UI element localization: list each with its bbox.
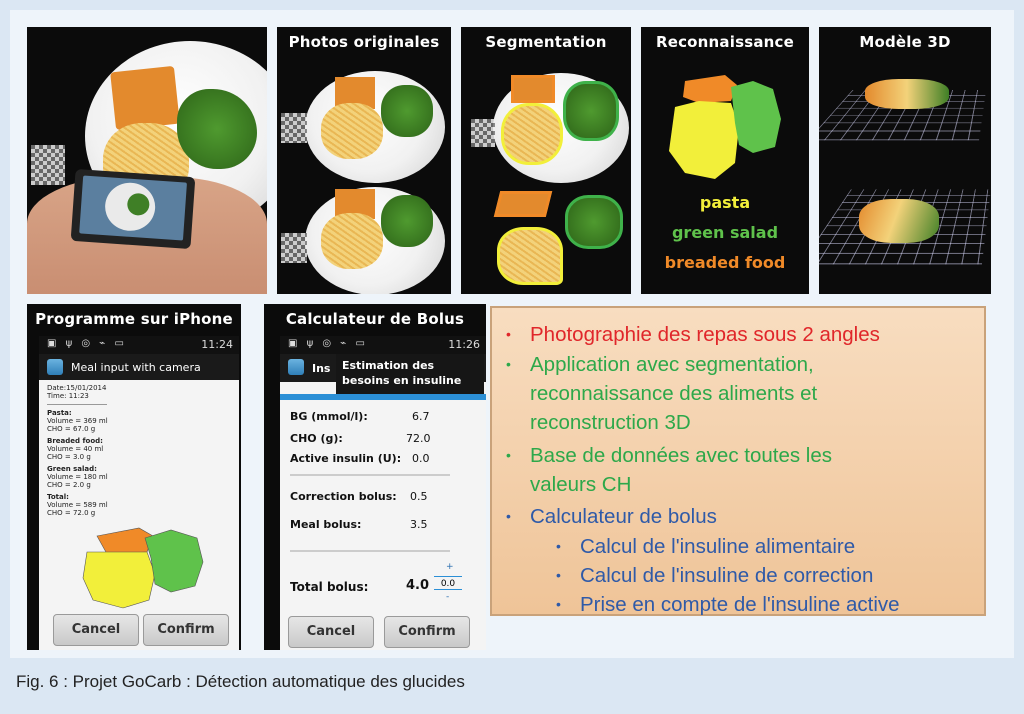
- panel-segmentation: [461, 27, 631, 294]
- phone1-screen: [39, 336, 239, 650]
- insulin-estimate-overlay: [336, 354, 484, 394]
- phone1-appbar: [39, 354, 239, 380]
- region-breaded: [683, 75, 737, 103]
- subbullet-correction-insulin: • Calcul de l'insuline de correction: [556, 564, 874, 587]
- label-salad: green salad: [671, 223, 779, 242]
- panel-title-recognition: Reconnaissance: [655, 33, 795, 51]
- phone-region-pasta: [83, 552, 155, 608]
- panel-iphone-program: [27, 304, 241, 650]
- panel-title-segmentation: Segmentation: [485, 33, 607, 51]
- phone-region-breaded: [97, 528, 153, 554]
- bg-label: BG (mmol/l):: [290, 410, 368, 423]
- phone1-cancel-button[interactable]: Cancel: [53, 614, 139, 646]
- active-insulin-value: 0.0: [412, 452, 430, 465]
- status-icons: ▣ ψ ◎ ⌁ ▭: [47, 338, 127, 349]
- app-icon-2: [288, 359, 304, 375]
- meal-bolus-label: Meal bolus:: [290, 518, 362, 531]
- label-pasta: pasta: [699, 193, 751, 212]
- panel-title-photos: Photos originales: [288, 33, 440, 51]
- seg-pasta-cut: [497, 227, 563, 285]
- subbullet-meal-insulin: • Calcul de l'insuline alimentaire: [556, 535, 856, 558]
- bullet-application-line2: reconnaissance des aliments et: [530, 382, 818, 405]
- phone2-confirm-button[interactable]: Confirm: [384, 616, 470, 648]
- seg-breaded: [511, 75, 555, 103]
- cho-value: 72.0: [406, 432, 431, 445]
- salad-bottom: [381, 195, 433, 247]
- panel-recognition: [641, 27, 809, 294]
- panel-title-iphone: Programme sur iPhone: [35, 310, 233, 328]
- phone2-statusbar: [280, 336, 486, 354]
- phone1-title: Meal input with camera: [71, 361, 201, 374]
- seg-breaded-cut: [494, 191, 552, 217]
- total-bolus-value: 4.0: [406, 578, 430, 593]
- pasta-top: [321, 103, 383, 159]
- region-salad: [731, 81, 781, 153]
- panel-bolus-calculator: [264, 304, 486, 650]
- bullet-bolus-calculator: • Calculateur de bolus: [506, 505, 717, 528]
- phone-in-hand: [71, 169, 196, 249]
- summary-box: [490, 306, 986, 616]
- phone2-title: Ins: [312, 362, 331, 375]
- calibration-card: [31, 145, 65, 185]
- adjust-value: 0.0: [440, 579, 456, 589]
- divider-1: [290, 474, 450, 476]
- seg-salad: [563, 81, 619, 141]
- seg-salad-cut: [565, 195, 623, 249]
- total-bolus-label: Total bolus:: [290, 580, 369, 594]
- bullet-database-line2: valeurs CH: [530, 473, 632, 496]
- panel-original-photos: [277, 27, 451, 294]
- photo-hand-phone: [27, 27, 267, 294]
- card-bottom: [281, 233, 307, 263]
- meal-details: Date:15/01/2014 Time: 11:23 Pasta: Volume = 369 ml CHO = 67.0 g Breaded food: Volume = 40 ml CHO = 3.0 g Green salad: Volume = 180 ml CHO = 2.0 g Total: Volume = 589 ml CHO = 72.0 g: [47, 384, 108, 517]
- meal-bolus-value: 3.5: [410, 518, 428, 531]
- subbullet-active-insulin: • Prise en compte de l'insuline active: [556, 593, 900, 616]
- seg-card: [471, 119, 495, 147]
- correction-bolus-value: 0.5: [410, 490, 428, 503]
- salad-top: [381, 85, 433, 137]
- panel-title-bolus: Calculateur de Bolus: [285, 310, 465, 328]
- panel-3d-model: [819, 27, 991, 294]
- breaded-food: [110, 66, 180, 130]
- active-insulin-label: Active insulin (U):: [290, 452, 402, 465]
- correction-bolus-label: Correction bolus:: [290, 490, 397, 503]
- phone1-statusbar: [39, 336, 239, 354]
- recognition-map: [641, 67, 809, 207]
- overlay-text: Estimation des besoins en insuline: [342, 359, 462, 387]
- card-top: [281, 113, 307, 143]
- blue-accent-bar: [280, 394, 486, 400]
- phone1-confirm-button[interactable]: Confirm: [143, 614, 229, 646]
- panel-title-3d: Modèle 3D: [859, 33, 951, 51]
- seg-pasta: [501, 103, 563, 165]
- adjust-minus[interactable]: -: [446, 592, 450, 602]
- figure-caption: Fig. 6 : Projet GoCarb : Détection automatique des glucides: [16, 672, 465, 691]
- adjust-plus[interactable]: +: [446, 562, 454, 572]
- bullet-application: • Application avec segmentation,: [506, 353, 814, 376]
- phone2-time: 11:26: [448, 338, 480, 351]
- region-pasta: [669, 101, 739, 179]
- pasta-bottom: [321, 213, 383, 269]
- bg-value: 6.7: [412, 410, 430, 423]
- phone1-food-map: [79, 522, 209, 612]
- adjust-field[interactable]: [434, 576, 462, 590]
- bullet-photography: • Photographie des repas sous 2 angles: [506, 323, 880, 346]
- phone2-screen: [280, 336, 486, 650]
- label-breaded: breaded food: [664, 253, 786, 272]
- bullet-application-line3: reconstruction 3D: [530, 411, 691, 434]
- bullet-database: • Base de données avec toutes les: [506, 444, 833, 467]
- model-bottom: [859, 199, 939, 243]
- status-icons-2: ▣ ψ ◎ ⌁ ▭: [288, 338, 368, 349]
- model-top: [865, 79, 949, 109]
- phone2-cancel-button[interactable]: Cancel: [288, 616, 374, 648]
- phone-region-salad: [145, 530, 203, 592]
- divider-2: [290, 550, 450, 552]
- app-icon: [47, 359, 63, 375]
- cho-label: CHO (g):: [290, 432, 343, 445]
- phone1-time: 11:24: [201, 338, 233, 351]
